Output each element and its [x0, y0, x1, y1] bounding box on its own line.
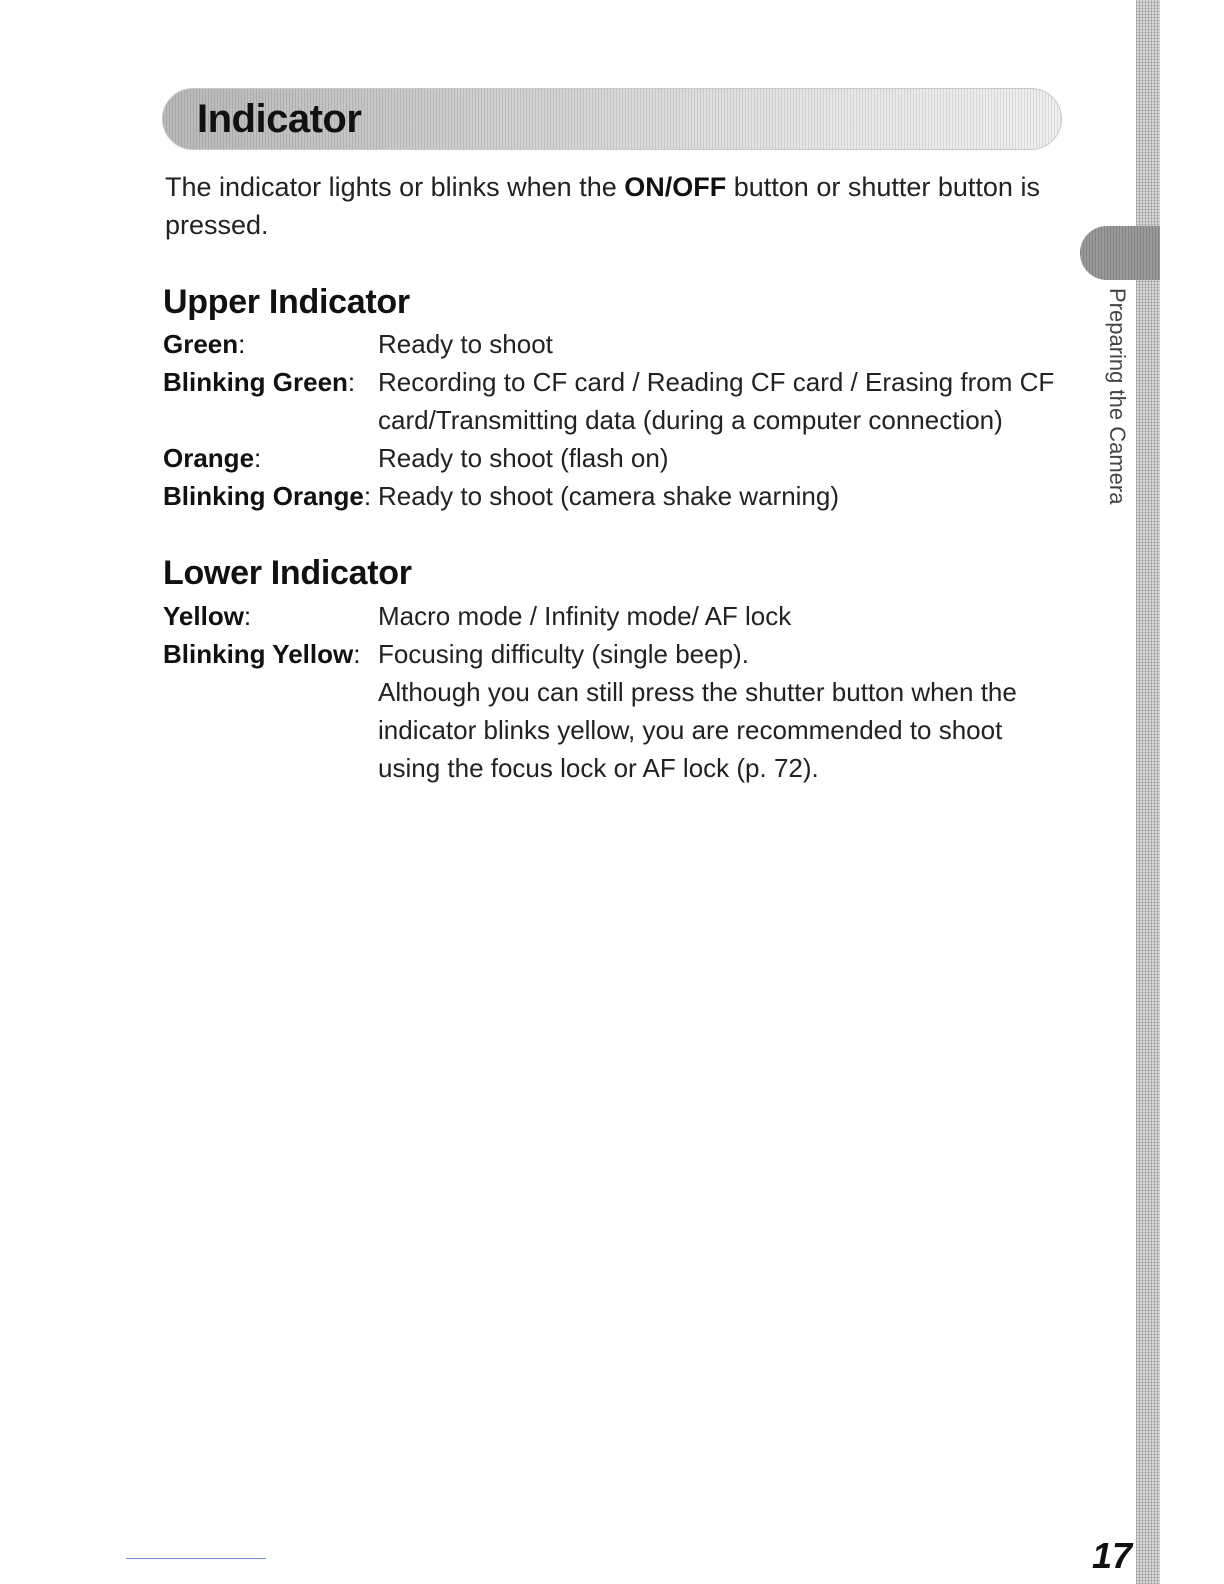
indicator-row	[163, 325, 1063, 363]
indicator-description	[378, 325, 1063, 363]
indicator-description-text: Ready to shoot (camera shake warning)	[378, 481, 840, 511]
upper-indicator-list	[163, 325, 1063, 515]
indicator-term-text: Yellow	[163, 601, 244, 631]
indicator-term: Blinking Yellow:	[163, 639, 361, 669]
indicator-term: Yellow:	[163, 601, 252, 631]
indicator-description	[378, 439, 1063, 477]
indicator-term: Blinking Orange:	[163, 481, 372, 511]
indicator-term-text: Blinking Yellow	[163, 639, 354, 669]
indicator-description-text: Ready to shoot	[378, 329, 553, 359]
indicator-description	[378, 363, 1063, 439]
indicator-term-text: Green	[163, 329, 239, 359]
upper-indicator-heading: Upper Indicator	[163, 283, 410, 321]
indicator-row	[163, 477, 1063, 515]
intro-text-after: button or shutter button is pressed.	[165, 172, 1040, 240]
indicator-row	[163, 363, 1063, 439]
indicator-description	[378, 477, 1063, 515]
chapter-tab	[1080, 226, 1160, 280]
indicator-description-text: Macro mode / Infinity mode/ AF lock	[378, 601, 792, 631]
indicator-row	[163, 439, 1063, 477]
indicator-description	[378, 597, 1063, 635]
indicator-term-text: Blinking Orange	[163, 481, 364, 511]
chapter-tab-label: Preparing the Camera	[1105, 288, 1130, 505]
lower-indicator-heading: Lower Indicator	[163, 554, 412, 592]
indicator-row	[163, 635, 1063, 787]
intro-text-before: The indicator lights or blinks when the	[165, 172, 625, 202]
footer-rule	[126, 1558, 266, 1559]
indicator-term-text: Orange	[163, 443, 255, 473]
indicator-description-text: Recording to CF card / Reading CF card / Erasing from CF card/Transmitting data (during a computer connection)	[378, 367, 1055, 435]
indicator-term: Orange:	[163, 443, 262, 473]
intro-paragraph	[165, 168, 1065, 244]
indicator-description-text: Focusing difficulty (single beep).	[378, 639, 749, 669]
indicator-term-text: Blinking Green	[163, 367, 348, 397]
lower-indicator-list	[163, 597, 1063, 787]
section-title: Indicator	[197, 97, 362, 141]
page-number: 17	[1091, 1535, 1132, 1576]
indicator-description-text: Ready to shoot (flash on)	[378, 443, 669, 473]
indicator-row	[163, 597, 1063, 635]
intro-bold-button-name: ON/OFF	[624, 172, 727, 202]
indicator-term: Blinking Green:	[163, 367, 356, 397]
section-title-banner	[162, 88, 1062, 150]
indicator-description	[378, 635, 1063, 787]
indicator-description-text: Although you can still press the shutter button when the indicator blinks yellow, you are recommended to shoot using the focus lock or AF lock (p. 72).	[378, 677, 1017, 783]
indicator-term: Green:	[163, 329, 246, 359]
